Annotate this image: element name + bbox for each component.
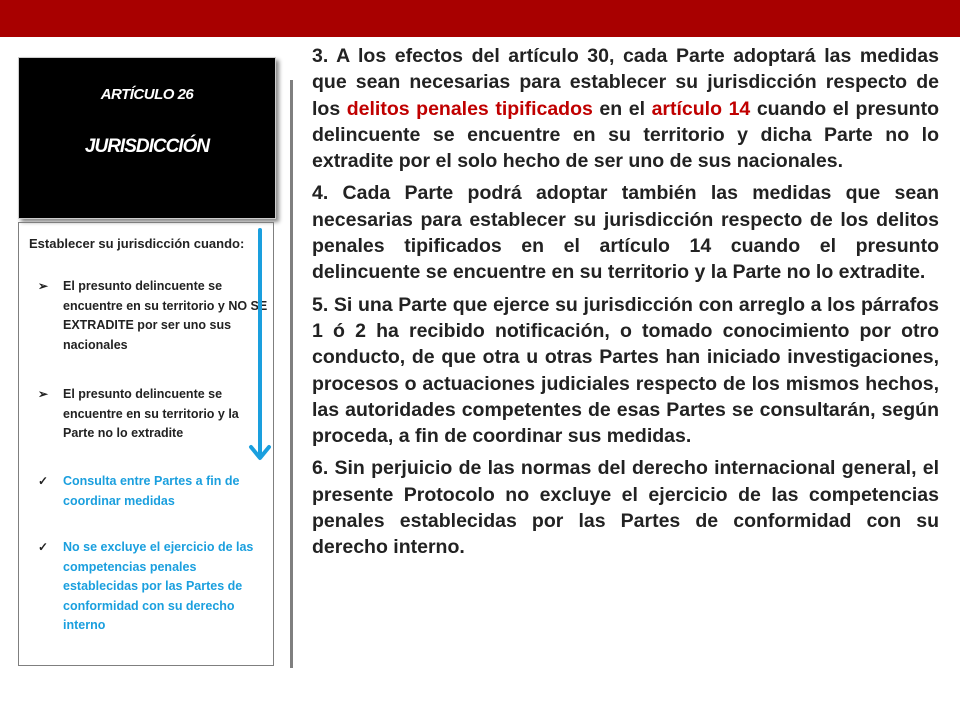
check-icon: ✓ <box>37 540 49 554</box>
paragraph-5: 5. Si una Parte que ejerce su jurisdicción con arreglo a los párrafos 1 ó 2 ha recibido notificación, o tomado conocimiento por otro conducto, de que otra u otras Partes han iniciado investigaciones, procesos o actuaciones judiciales respecto de los mismos hechos, las autoridades competentes de esas Partes se consultarán, según proceda, a fin de coordinar sus medidas. <box>312 293 939 448</box>
article-title: JURISDICCIÓN <box>84 136 210 157</box>
check-icon: ✓ <box>37 474 49 488</box>
paragraph-4: 4. Cada Parte podrá adoptar también las medidas que sean necesarias para establecer su jurisdicción respecto de los delitos penales tipificados en el artículo 14 cuando el presunto delincuente se encuentre en su territorio y la Parte no lo extradite. <box>312 182 939 284</box>
arrow-bullet-icon: ➢ <box>37 279 49 293</box>
article-title-box <box>18 57 276 219</box>
arrow-bullet-icon: ➢ <box>37 387 49 401</box>
summary-item <box>33 385 271 444</box>
top-banner <box>0 0 960 37</box>
paragraph-3 <box>312 43 939 174</box>
summary-item-text: El presunto delincuente se encuentre en su territorio y la Parte no lo extradite <box>63 387 239 440</box>
summary-item-text: Consulta entre Partes a fin de coordinar medidas <box>63 474 240 508</box>
paragraph-3-text: cuando el presunto delincuente se encuentre en su territorio y dicha Parte no lo extradite por el solo hecho de ser uno de sus nacionales. <box>312 97 939 173</box>
summary-item <box>33 538 271 636</box>
summary-item <box>33 277 271 355</box>
summary-panel <box>18 222 274 666</box>
vertical-divider <box>290 80 293 668</box>
highlight-offences: delitos penales tipificados <box>346 97 593 120</box>
paragraph-3-text: en el <box>592 97 652 120</box>
article-body <box>312 43 939 567</box>
summary-item-text: El presunto delincuente se encuentre en su territorio y NO SE EXTRADITE por ser uno sus nacionales <box>63 279 268 352</box>
down-arrow-icon <box>245 228 275 468</box>
paragraph-3-text: 3. A los efectos del artículo 30, cada Parte adoptará las medidas que sean necesarias para establecer su jurisdicción respecto de los <box>312 45 939 120</box>
paragraph-6: 6. Sin perjuicio de las normas del derecho internacional general, el presente Protocolo no excluye el ejercicio de las competencias penales establecidas por las Partes de conformidad con su derecho interno. <box>312 457 939 559</box>
summary-item-text: No se excluye el ejercicio de las competencias penales establecidas por las Partes de conformidad con su derecho interno <box>63 540 254 632</box>
highlight-article: artículo 14 <box>651 97 751 120</box>
summary-item <box>33 472 271 511</box>
article-label: ARTÍCULO 26 <box>100 86 194 103</box>
summary-intro: Establecer su jurisdicción cuando: <box>29 236 245 251</box>
